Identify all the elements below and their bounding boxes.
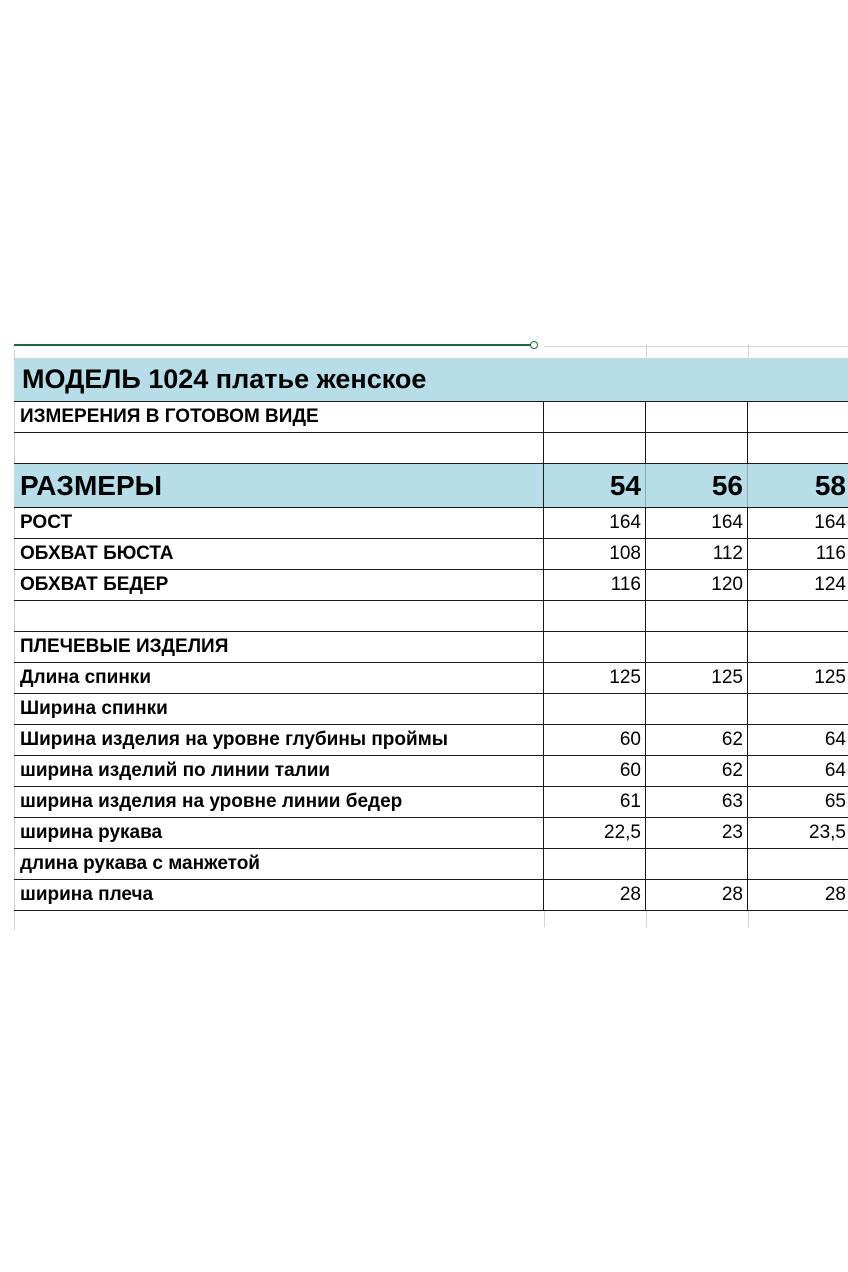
value-cell[interactable]: 23: [646, 818, 748, 848]
row-label: ОБХВАТ БЕДЕР: [14, 570, 544, 600]
table-row: [14, 663, 848, 694]
value-cell[interactable]: 65: [824, 791, 846, 812]
section-label: ПЛЕЧЕВЫЕ ИЗДЕЛИЯ: [14, 632, 544, 662]
row-label: РОСТ: [14, 508, 544, 538]
value-cell[interactable]: [748, 694, 848, 724]
row-label: ширина рукава: [14, 818, 544, 848]
value-cell[interactable]: 23,5: [809, 822, 846, 843]
value-cell[interactable]: 62: [646, 725, 748, 755]
row-label: ширина изделия на уровне линии бедер: [14, 787, 544, 817]
row-label: длина рукава с манжетой: [14, 849, 544, 879]
size-value: 54: [609, 469, 641, 501]
value-cell[interactable]: 125: [646, 663, 748, 693]
empty-cell[interactable]: [544, 402, 646, 432]
sizes-header-row: [14, 464, 848, 508]
empty-row: [14, 433, 848, 464]
value-cell[interactable]: 63: [646, 787, 748, 817]
model-title: МОДЕЛЬ 1024 платье женское: [22, 364, 427, 394]
value-cell[interactable]: 28: [824, 884, 846, 905]
gridline: [646, 344, 647, 358]
table-row: [14, 725, 848, 756]
table-row: [14, 508, 848, 539]
row-header-gutter: [0, 350, 15, 930]
row-label: Длина спинки: [14, 663, 544, 693]
empty-cell[interactable]: [646, 402, 748, 432]
gridline: [544, 911, 545, 927]
value-cell[interactable]: 112: [646, 539, 748, 569]
value-cell[interactable]: 164: [646, 508, 748, 538]
table-row: [14, 787, 848, 818]
value-cell[interactable]: 60: [544, 756, 646, 786]
size-value: 58: [814, 469, 846, 501]
empty-row: [14, 601, 848, 632]
table-row: [14, 756, 848, 787]
value-cell[interactable]: 125: [814, 667, 846, 688]
value-cell[interactable]: [646, 849, 748, 879]
value-cell[interactable]: [544, 849, 646, 879]
value-cell[interactable]: 108: [544, 539, 646, 569]
spreadsheet: [0, 340, 848, 930]
table-row: [14, 570, 848, 601]
value-cell[interactable]: 116: [815, 543, 846, 564]
empty-cell[interactable]: [544, 433, 646, 463]
fill-handle[interactable]: [530, 341, 538, 349]
value-cell[interactable]: 164: [544, 508, 646, 538]
subtitle-row: [14, 402, 848, 433]
sizes-label: РАЗМЕРЫ: [20, 469, 163, 501]
empty-cell[interactable]: [14, 601, 544, 631]
subtitle-cell: ИЗМЕРЕНИЯ В ГОТОВОМ ВИДЕ: [14, 402, 544, 432]
size-cell: [544, 464, 646, 507]
empty-cell[interactable]: [646, 433, 748, 463]
value-cell[interactable]: 124: [814, 574, 846, 595]
value-cell[interactable]: [748, 849, 848, 879]
table-row: [14, 818, 848, 849]
value-cell[interactable]: 120: [646, 570, 748, 600]
value-cell[interactable]: 64: [824, 729, 846, 750]
row-label: ширина плеча: [14, 880, 544, 910]
table-row: [14, 694, 848, 725]
size-cell: [646, 464, 748, 507]
value-cell[interactable]: [646, 694, 748, 724]
value-cell[interactable]: 164: [814, 512, 846, 533]
title-row: [14, 358, 848, 402]
value-cell[interactable]: 62: [646, 756, 748, 786]
empty-cell[interactable]: [748, 433, 848, 463]
value-cell[interactable]: 116: [544, 570, 646, 600]
row-label: Ширина изделия на уровне глубины проймы: [14, 725, 544, 755]
gridline: [646, 911, 647, 927]
size-value: 56: [711, 469, 743, 501]
empty-cell[interactable]: [748, 402, 848, 432]
section-row: [14, 632, 848, 663]
row-label: ОБХВАТ БЮСТА: [14, 539, 544, 569]
gridline: [748, 911, 749, 927]
row-label: ширина изделий по линии талии: [14, 756, 544, 786]
value-cell[interactable]: 60: [544, 725, 646, 755]
value-cell[interactable]: [544, 694, 646, 724]
table-row: [14, 880, 848, 911]
empty-cell[interactable]: [544, 601, 646, 631]
empty-cell[interactable]: [14, 433, 544, 463]
table-row: [14, 539, 848, 570]
gridline: [748, 344, 749, 358]
size-cell: [748, 464, 848, 507]
sizes-label-cell: [14, 464, 544, 507]
empty-cell[interactable]: [748, 601, 848, 631]
value-cell[interactable]: 61: [544, 787, 646, 817]
value-cell[interactable]: 28: [544, 880, 646, 910]
table-row: [14, 849, 848, 880]
empty-cell[interactable]: [748, 632, 848, 662]
gridline: [544, 346, 848, 347]
value-cell[interactable]: 28: [646, 880, 748, 910]
value-cell[interactable]: 64: [824, 760, 846, 781]
selection-border: [14, 344, 534, 346]
empty-cell[interactable]: [646, 601, 748, 631]
empty-cell[interactable]: [544, 632, 646, 662]
value-cell[interactable]: 125: [544, 663, 646, 693]
empty-cell[interactable]: [646, 632, 748, 662]
value-cell[interactable]: 22,5: [544, 818, 646, 848]
row-label: Ширина спинки: [14, 694, 544, 724]
